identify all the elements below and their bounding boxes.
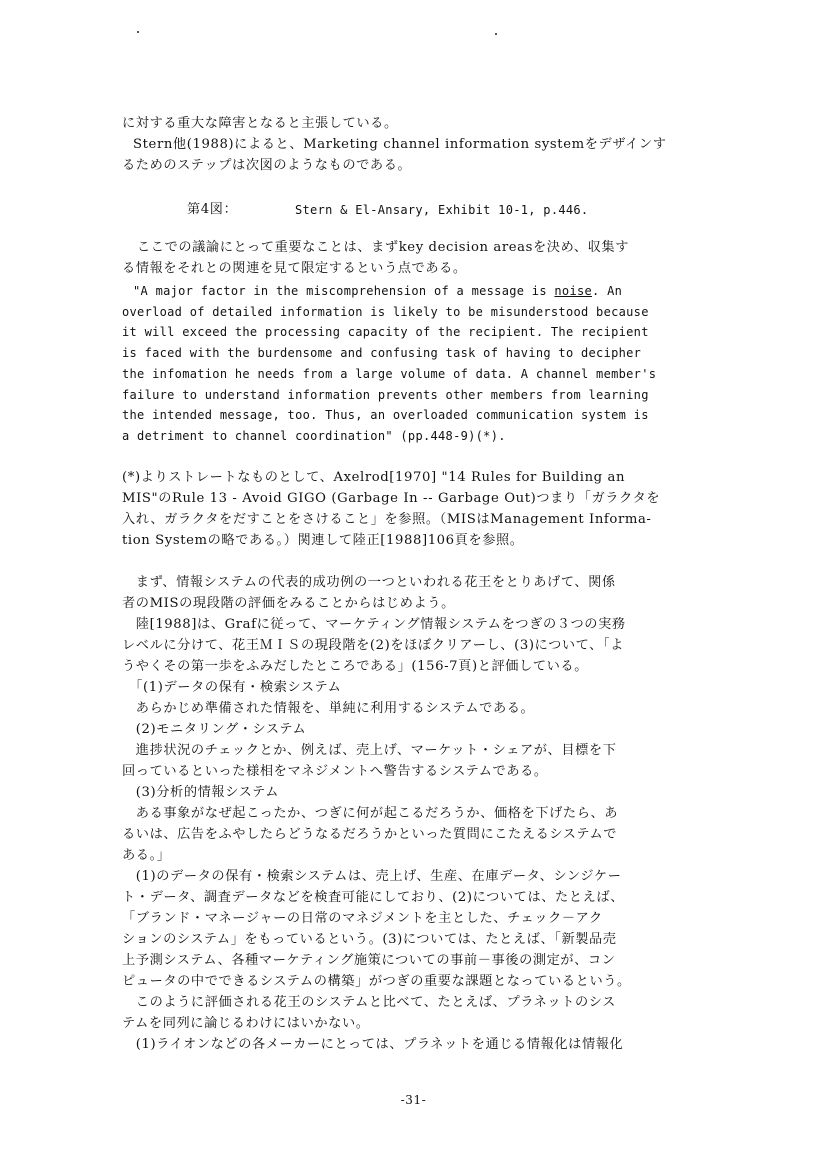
body-line: あらかじめ準備された情報を、単純に利用するシステムである。	[122, 701, 535, 716]
footnote-line: tion Systemの略である。）関連して陸正[1988]106頁を参照。	[122, 533, 524, 548]
body-line: このように評価される花王のシステムと比べて、たとえば、プラネットのシス	[122, 995, 616, 1010]
figure-caption-source: Stern & El-Ansary, Exhibit 10-1, p.446.	[295, 203, 589, 217]
paragraph-line: Stern他(1988)によると、Marketing channel information systemをデザインす	[133, 137, 667, 152]
quote-line: it will exceed the processing capacity of the recipient. The recipient	[122, 325, 649, 339]
paragraph-line: ここでの議論にとって重要なことは、まずkey decision areasを決め、収集す	[137, 240, 629, 255]
quote-line: the intended message, too. Thus, an overloaded communication system is	[122, 408, 649, 422]
body-line: (1)ライオンなどの各メーカーにとっては、プラネットを通じる情報化は情報化	[122, 1037, 624, 1052]
paragraph-line: るためのステップは次図のようなものである。	[122, 158, 412, 173]
body-line: 上予測システム、各種マーケティング施策についての事前－事後の測定が、コン	[122, 953, 616, 968]
quote-line	[133, 281, 622, 301]
scan-speck	[495, 33, 497, 35]
body-line: 者のMISの現段階の評価をみることからはじめよう。	[122, 596, 455, 611]
quote-emphasis: noise	[554, 284, 593, 298]
quote-text: "A major factor in the miscomprehension of a message is	[133, 284, 555, 298]
quote-line: failure to understand information prevents other members from learning	[122, 388, 649, 402]
body-line: 回っているといった様相をマネジメントへ警告するシステムである。	[122, 764, 548, 779]
quote-line: overload of detailed information is likely to be misunderstood because	[122, 305, 649, 319]
body-line: 「(1)データの保有・検索システム	[122, 680, 342, 695]
paragraph-line: る情報をそれとの関連を見て限定するという点である。	[122, 261, 467, 276]
body-line: ションのシステム」をもっているという。(3)については、たとえば、「新製品売	[122, 932, 617, 947]
scan-speck	[137, 31, 139, 33]
body-line: 陸[1988]は、Grafに従って、マーケティング情報システムをつぎの３つの実務	[122, 617, 626, 632]
quote-text: . An	[592, 284, 623, 298]
body-line: テムを同列に論じるわけにはいかない。	[122, 1016, 370, 1031]
body-line: 「ブランド・マネージャーの日常のマネジメントを主とした、チェック－アク	[122, 911, 603, 926]
body-line: ピュータの中でできるシステムの構築」がつぎの重要な課題となっているという。	[122, 974, 631, 989]
body-line: (2)モニタリング・システム	[122, 722, 307, 737]
footnote-line: (*)よりストレートなものとして、Axelrod[1970] "14 Rules for Building an	[122, 470, 626, 485]
quote-line: is faced with the burdensome and confusing task of having to decipher	[122, 346, 642, 360]
quote-line: a detriment to channel coordination" (pp.448-9)(*).	[122, 429, 506, 443]
page-number: -31-	[400, 1093, 427, 1107]
paragraph-line: に対する重大な障害となると主張している。	[122, 116, 398, 131]
body-line: 進捗状況のチェックとか、例えば、売上げ、マーケット・シェアが、目標を下	[122, 743, 617, 758]
body-line: (1)のデータの保有・検索システムは、売上げ、生産、在庫データ、シンジケー	[122, 869, 622, 884]
footnote-line: MIS"のRule 13 - Avoid GIGO (Garbage In -- Garbage Out)つまり「ガラクタを	[122, 491, 661, 506]
body-line: るいは、広告をふやしたらどうなるだろうかといった質問にこたえるシステムで	[122, 827, 618, 842]
body-line: まず、情報システムの代表的成功例の一つといわれる花王をとりあげて、関係	[122, 575, 616, 590]
body-line: うやくその第一歩をふみだしたところである」(156-7頁)と評価している。	[122, 659, 588, 674]
body-line: ト・データ、調査データなどを検査可能にしており、(2)については、たとえば、	[122, 890, 624, 905]
body-line: ある。」	[122, 848, 171, 863]
quote-line: the infomation he needs from a large volume of data. A channel member's	[122, 367, 657, 381]
body-line: レベルに分けて、花王ＭＩＳの現段階を(2)をほぼクリアーし、(3)について、「よ	[122, 638, 624, 653]
body-line: (3)分析的情報システム	[122, 785, 280, 800]
figure-caption-label: 第4図：	[187, 202, 238, 217]
footnote-line: 入れ、ガラクタをだすことをさけること」を参照。（MISはManagement Informa-	[122, 512, 652, 527]
body-line: ある事象がなぜ起こったか、つぎに何が起こるだろうか、価格を下げたら、あ	[122, 806, 619, 821]
